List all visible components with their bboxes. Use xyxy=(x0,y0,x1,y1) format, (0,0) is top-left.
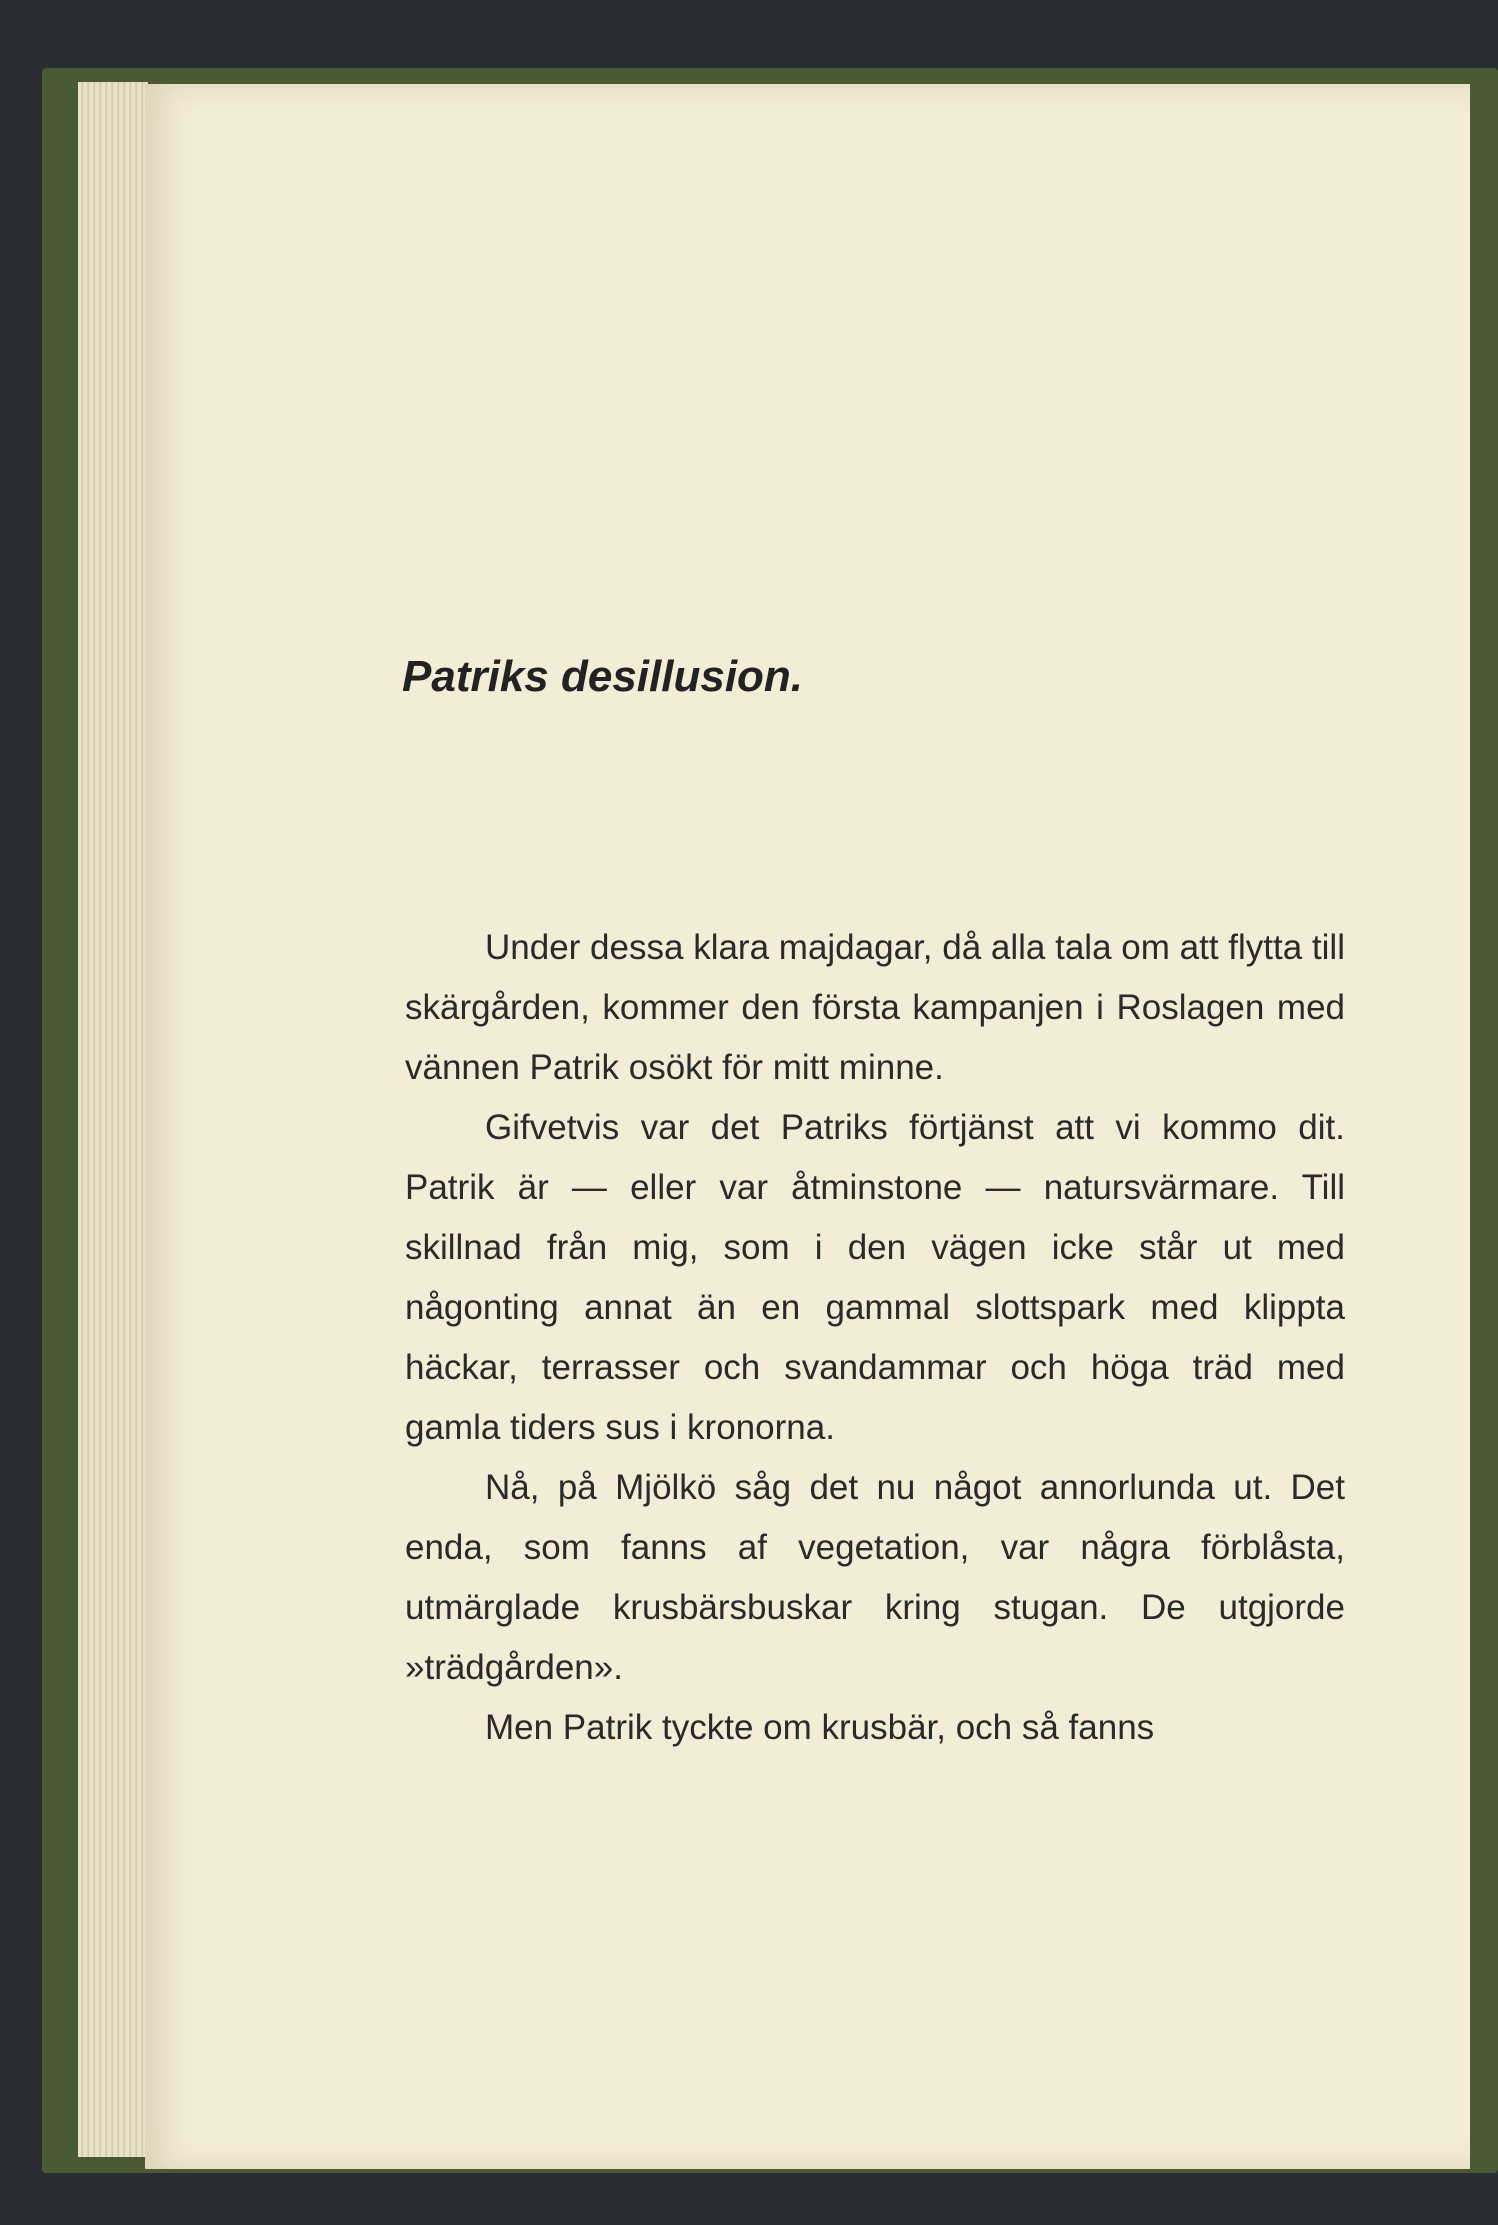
chapter-title: Patriks desillusion. xyxy=(402,652,804,701)
page-edges xyxy=(78,82,148,2157)
cover-edge-right xyxy=(1470,84,1498,2169)
paragraph-1: Under dessa klara majdagar, då alla tala om att flytta till skärgården, kommer den första kampanjen i Roslagen med vännen Patrik osökt för mitt minne. xyxy=(405,928,1345,1087)
body-text xyxy=(405,918,1345,1758)
paragraph-2: Gifvetvis var det Patriks förtjänst att vi kommo dit. Patrik är — eller var åtminstone — natursvärmare. Till skillnad från mig, som i den vägen icke står ut med någonting annat än en gammal slottspark med klippta häckar, terrasser och svandammar och höga träd med gamla tiders sus i kronorna. xyxy=(405,1108,1345,1447)
paragraph-4: Men Patrik tyckte om krusbär, och så fanns xyxy=(485,1708,1155,1747)
paragraph-3: Nå, på Mjölkö såg det nu något annorlunda ut. Det enda, som fanns af vegetation, var några förblåsta, utmärglade krusbärsbuskar kring stugan. De utgjorde »trädgården». xyxy=(405,1468,1345,1687)
